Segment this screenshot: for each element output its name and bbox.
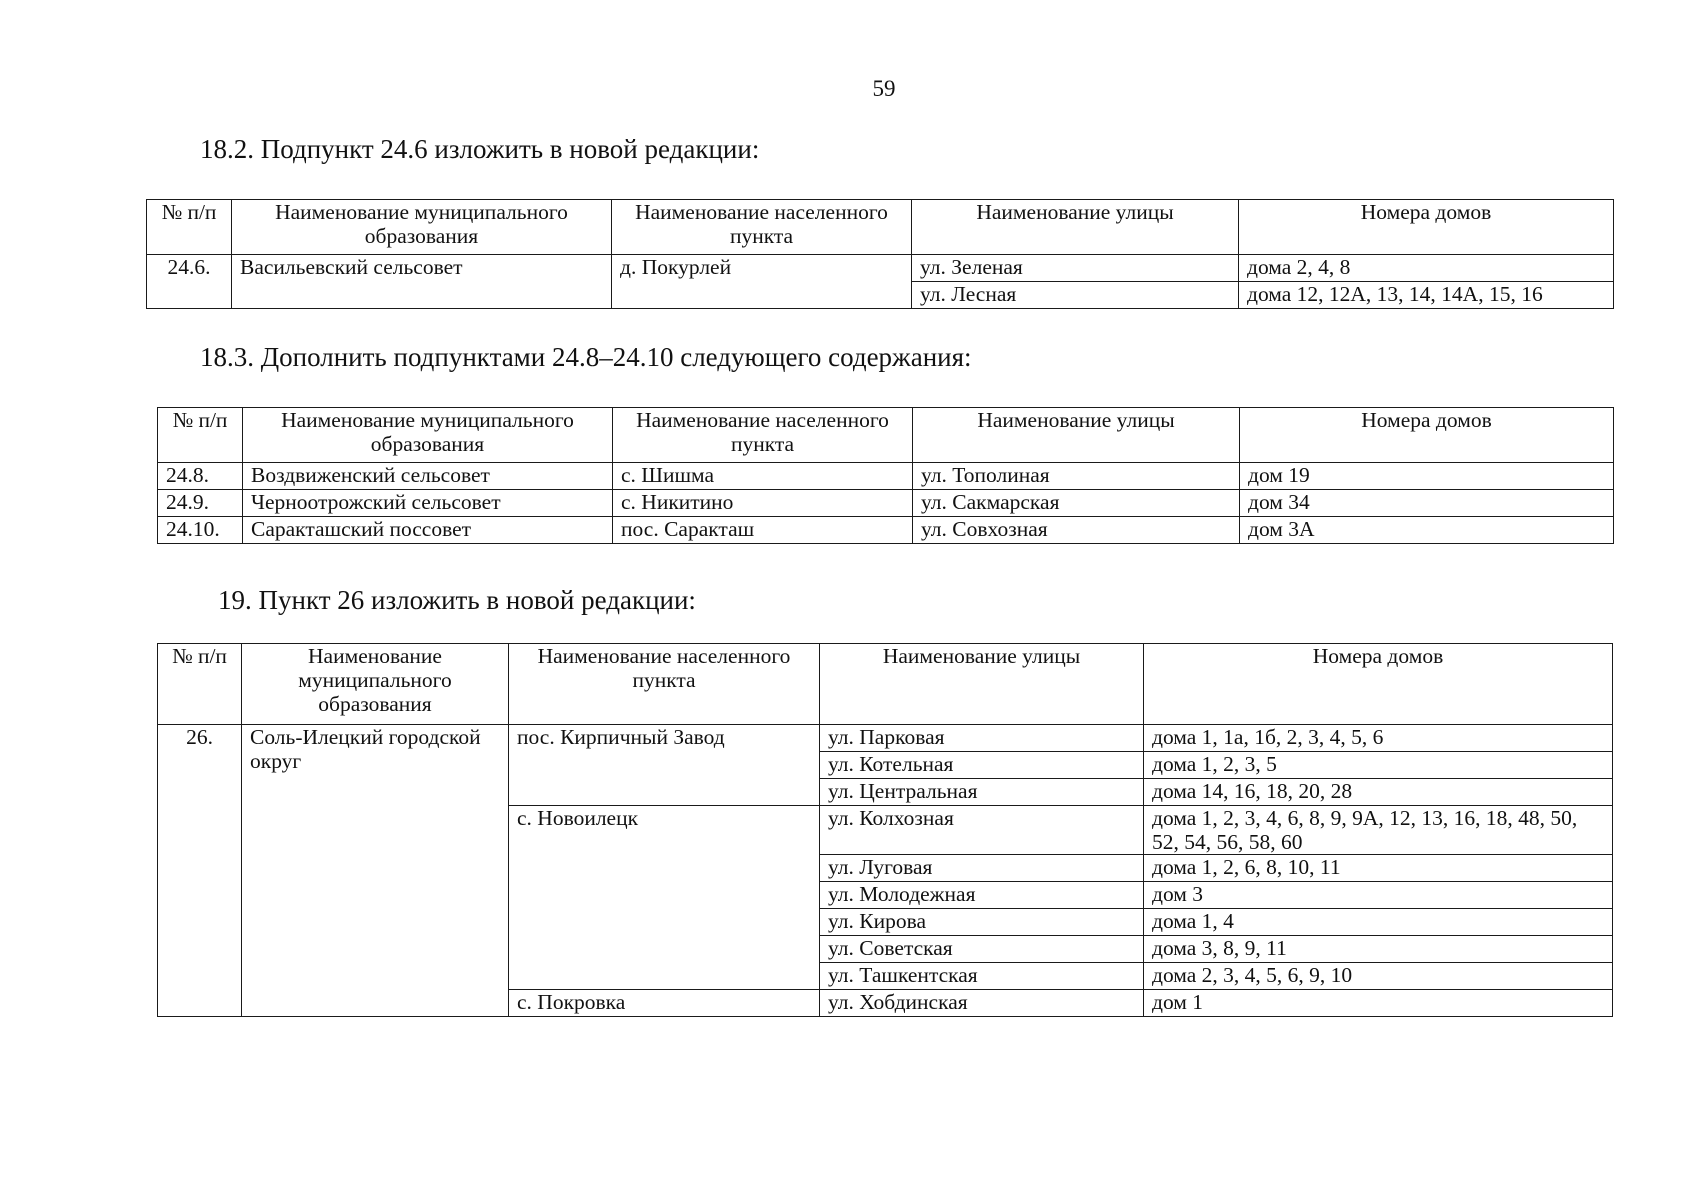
- cell-houses: дома 1, 4: [1144, 909, 1613, 936]
- header-cell-settlement: Наименование населенного пункта: [612, 200, 912, 255]
- cell-street: ул. Зеленая: [912, 255, 1239, 282]
- header-cell-houses: Номера домов: [1240, 408, 1614, 463]
- table-18-2: [146, 199, 1614, 309]
- table-19: [157, 643, 1613, 1017]
- cell-num: 26.: [158, 725, 242, 1017]
- cell-settlement: пос. Саракташ: [613, 517, 913, 544]
- table-18-3: [157, 407, 1614, 544]
- table-row: [158, 490, 1614, 517]
- cell-street: ул. Котельная: [820, 752, 1144, 779]
- cell-num: 24.8.: [158, 463, 243, 490]
- table-row: [158, 463, 1614, 490]
- cell-houses: дома 1, 2, 6, 8, 10, 11: [1144, 855, 1613, 882]
- cell-houses: дома 2, 4, 8: [1239, 255, 1614, 282]
- cell-street: ул. Ташкентская: [820, 963, 1144, 990]
- cell-street: ул. Тополиная: [913, 463, 1240, 490]
- table-header-row: [158, 408, 1614, 463]
- cell-street: ул. Центральная: [820, 779, 1144, 806]
- table-header-row: [147, 200, 1614, 255]
- cell-municipality: Соль-Илецкий городской округ: [242, 725, 509, 1017]
- cell-houses: дом 3А: [1240, 517, 1614, 544]
- cell-settlement: д. Покурлей: [612, 255, 912, 309]
- header-cell-num: № п/п: [158, 644, 242, 725]
- table-row: [158, 517, 1614, 544]
- cell-settlement: с. Покровка: [509, 990, 820, 1017]
- cell-street: ул. Советская: [820, 936, 1144, 963]
- cell-municipality: Васильевский сельсовет: [232, 255, 612, 309]
- header-cell-num: № п/п: [147, 200, 232, 255]
- header-cell-municipality: Наименование муниципального образования: [242, 644, 509, 725]
- cell-settlement: с. Никитино: [613, 490, 913, 517]
- section-heading-18-3: 18.3. Дополнить подпунктами 24.8–24.10 следующего содержания:: [200, 342, 972, 372]
- cell-num: 24.10.: [158, 517, 243, 544]
- cell-municipality: Воздвиженский сельсовет: [243, 463, 613, 490]
- cell-settlement: с. Шишма: [613, 463, 913, 490]
- page-number: 59: [872, 76, 896, 101]
- header-cell-settlement: Наименование населенного пункта: [613, 408, 913, 463]
- table-row: [147, 255, 1614, 282]
- cell-houses: дома 1, 2, 3, 5: [1144, 752, 1613, 779]
- cell-street: ул. Сакмарская: [913, 490, 1240, 517]
- cell-municipality: Саракташский поссовет: [243, 517, 613, 544]
- cell-settlement: с. Новоилецк: [509, 806, 820, 990]
- cell-houses: дом 19: [1240, 463, 1614, 490]
- header-cell-street: Наименование улицы: [912, 200, 1239, 255]
- cell-houses: дома 3, 8, 9, 11: [1144, 936, 1613, 963]
- table-row: [158, 725, 1613, 752]
- table-header-row: [158, 644, 1613, 725]
- header-cell-street: Наименование улицы: [820, 644, 1144, 725]
- cell-street: ул. Хобдинская: [820, 990, 1144, 1017]
- section-heading-19: 19. Пункт 26 изложить в новой редакции:: [218, 585, 696, 615]
- cell-houses: дома 2, 3, 4, 5, 6, 9, 10: [1144, 963, 1613, 990]
- header-cell-municipality: Наименование муниципального образования: [232, 200, 612, 255]
- cell-street: ул. Молодежная: [820, 882, 1144, 909]
- cell-houses: дом 3: [1144, 882, 1613, 909]
- cell-houses: дома 14, 16, 18, 20, 28: [1144, 779, 1613, 806]
- header-cell-street: Наименование улицы: [913, 408, 1240, 463]
- cell-houses: дома 1, 2, 3, 4, 6, 8, 9, 9А, 12, 13, 16, 18, 48, 50, 52, 54, 56, 58, 60: [1144, 806, 1613, 855]
- header-cell-houses: Номера домов: [1144, 644, 1613, 725]
- section-heading-18-2: 18.2. Подпункт 24.6 изложить в новой редакции:: [200, 134, 760, 164]
- header-cell-municipality: Наименование муниципального образования: [243, 408, 613, 463]
- header-cell-num: № п/п: [158, 408, 243, 463]
- header-cell-houses: Номера домов: [1239, 200, 1614, 255]
- header-cell-settlement: Наименование населенного пункта: [509, 644, 820, 725]
- cell-houses: дом 1: [1144, 990, 1613, 1017]
- cell-street: ул. Колхозная: [820, 806, 1144, 855]
- cell-num: 24.9.: [158, 490, 243, 517]
- cell-houses: дома 12, 12А, 13, 14, 14А, 15, 16: [1239, 282, 1614, 309]
- cell-street: ул. Совхозная: [913, 517, 1240, 544]
- cell-street: ул. Лесная: [912, 282, 1239, 309]
- cell-municipality: Черноотрожский сельсовет: [243, 490, 613, 517]
- cell-street: ул. Кирова: [820, 909, 1144, 936]
- cell-houses: дома 1, 1а, 1б, 2, 3, 4, 5, 6: [1144, 725, 1613, 752]
- cell-street: ул. Луговая: [820, 855, 1144, 882]
- cell-settlement: пос. Кирпичный Завод: [509, 725, 820, 806]
- cell-street: ул. Парковая: [820, 725, 1144, 752]
- cell-num: 24.6.: [147, 255, 232, 309]
- cell-houses: дом 34: [1240, 490, 1614, 517]
